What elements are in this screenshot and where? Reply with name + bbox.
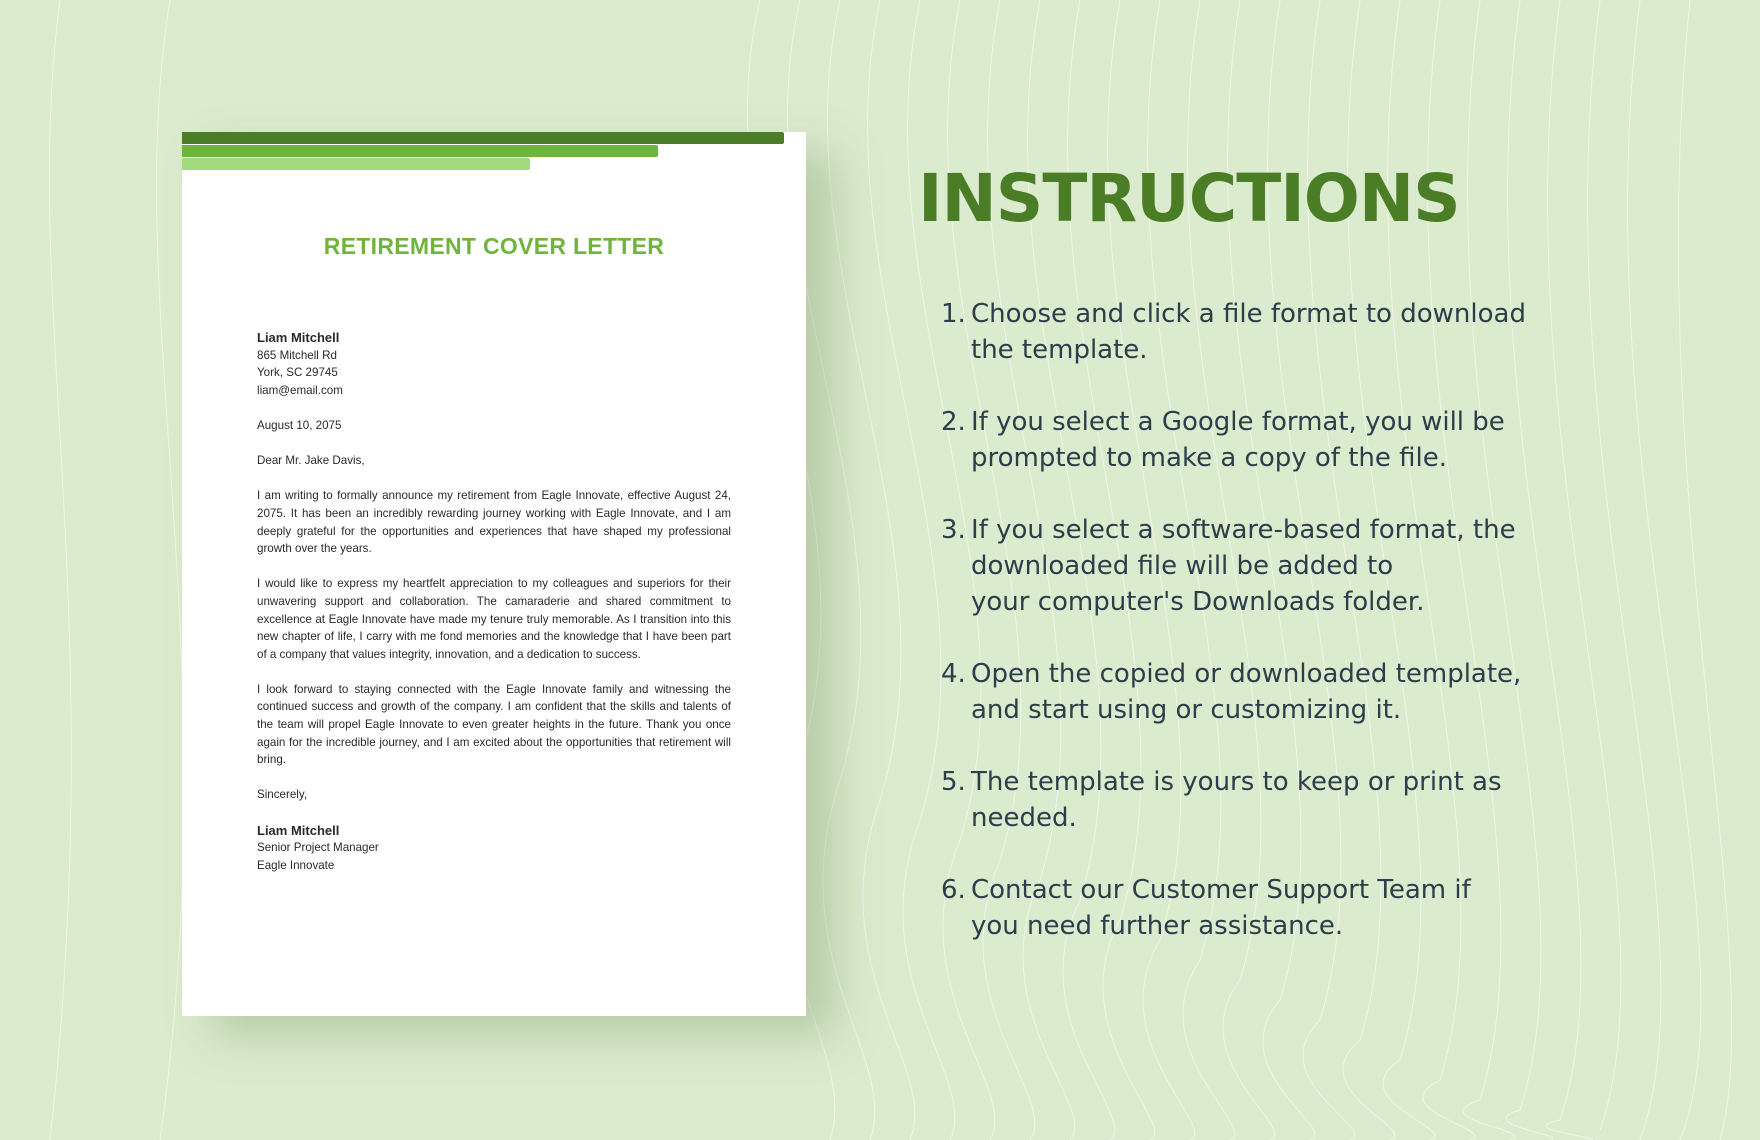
letter-closing: Sincerely,	[257, 788, 308, 802]
instruction-step	[941, 872, 1561, 944]
step-line: your computer's Downloads folder.	[971, 587, 1425, 617]
instruction-step	[941, 764, 1561, 836]
sender-street: 865 Mitchell Rd	[257, 348, 337, 362]
header-bar-dark	[182, 132, 784, 144]
step-line: the template.	[971, 335, 1148, 365]
instruction-step	[941, 656, 1561, 728]
step-line: Contact our Customer Support Team if	[971, 875, 1471, 905]
letter-date: August 10, 2075	[257, 418, 342, 432]
step-line: downloaded file will be added to	[971, 551, 1394, 581]
header-bar-light	[182, 158, 530, 170]
instructions-heading: INSTRUCTIONS	[918, 160, 1460, 237]
step-number: 3.	[941, 515, 966, 545]
sender-block	[257, 329, 731, 399]
sender-city: York, SC 29745	[257, 366, 338, 380]
letter-salutation: Dear Mr. Jake Davis,	[257, 454, 365, 468]
instructions-list	[941, 296, 1561, 980]
step-line: and start using or customizing it.	[971, 695, 1402, 725]
step-number: 4.	[941, 659, 966, 689]
step-number: 1.	[941, 299, 966, 329]
step-line: prompted to make a copy of the file.	[971, 443, 1448, 473]
sender-name: Liam Mitchell	[257, 330, 340, 345]
step-line: Choose and click a file format to download	[971, 299, 1526, 329]
step-number: 5.	[941, 767, 966, 797]
step-line: you need further assistance.	[971, 911, 1344, 941]
letter-body	[257, 329, 731, 874]
sender-email: liam@email.com	[257, 383, 343, 397]
instruction-step	[941, 296, 1561, 368]
signature-title: Senior Project Manager	[257, 841, 379, 855]
step-line: If you select a software-based format, the	[971, 515, 1516, 545]
instruction-step	[941, 512, 1561, 620]
instruction-step	[941, 404, 1561, 476]
step-number: 6.	[941, 875, 966, 905]
step-line: The template is yours to keep or print as	[971, 767, 1502, 797]
header-bar-mid	[182, 145, 658, 157]
step-line: If you select a Google format, you will be	[971, 407, 1505, 437]
signature-block	[257, 822, 731, 875]
document-title: RETIREMENT COVER LETTER	[323, 233, 665, 259]
step-number: 2.	[941, 407, 966, 437]
signature-company: Eagle Innovate	[257, 858, 335, 872]
signature-name: Liam Mitchell	[257, 822, 340, 838]
step-line: Open the copied or downloaded template,	[971, 659, 1522, 689]
letter-paragraph: I would like to express my heartfelt appreciation to my colleagues and superiors for their unwavering support and collaboration. The camaraderie and shared commitment to excellence at Eagle Innovate have made my tenure truly memorable. As I transition into this new chapter of life, I carry with me fond memories and the knowledge that I have been part of a company that values integrity, innovation, and a dedication to success.	[257, 577, 731, 661]
letter-paragraph: I am writing to formally announce my retirement from Eagle Innovate, effective August 24, 2075. It has been an incredibly rewarding journey working with Eagle Innovate, and I am deeply grateful for the opportunities and experiences that have shaped my professional growth over the years.	[257, 489, 731, 556]
letter-paragraph: I look forward to staying connected with the Eagle Innovate family and witnessing the continued success and growth of the company. I am confident that the skills and talents of the team will propel Eagle Innovate to even greater heights in the future. Thank you once again for the incredible journey, and I am excited about the opportunities that retirement will bring.	[257, 682, 731, 767]
letter-document-preview	[182, 132, 806, 1016]
step-line: needed.	[971, 803, 1077, 833]
